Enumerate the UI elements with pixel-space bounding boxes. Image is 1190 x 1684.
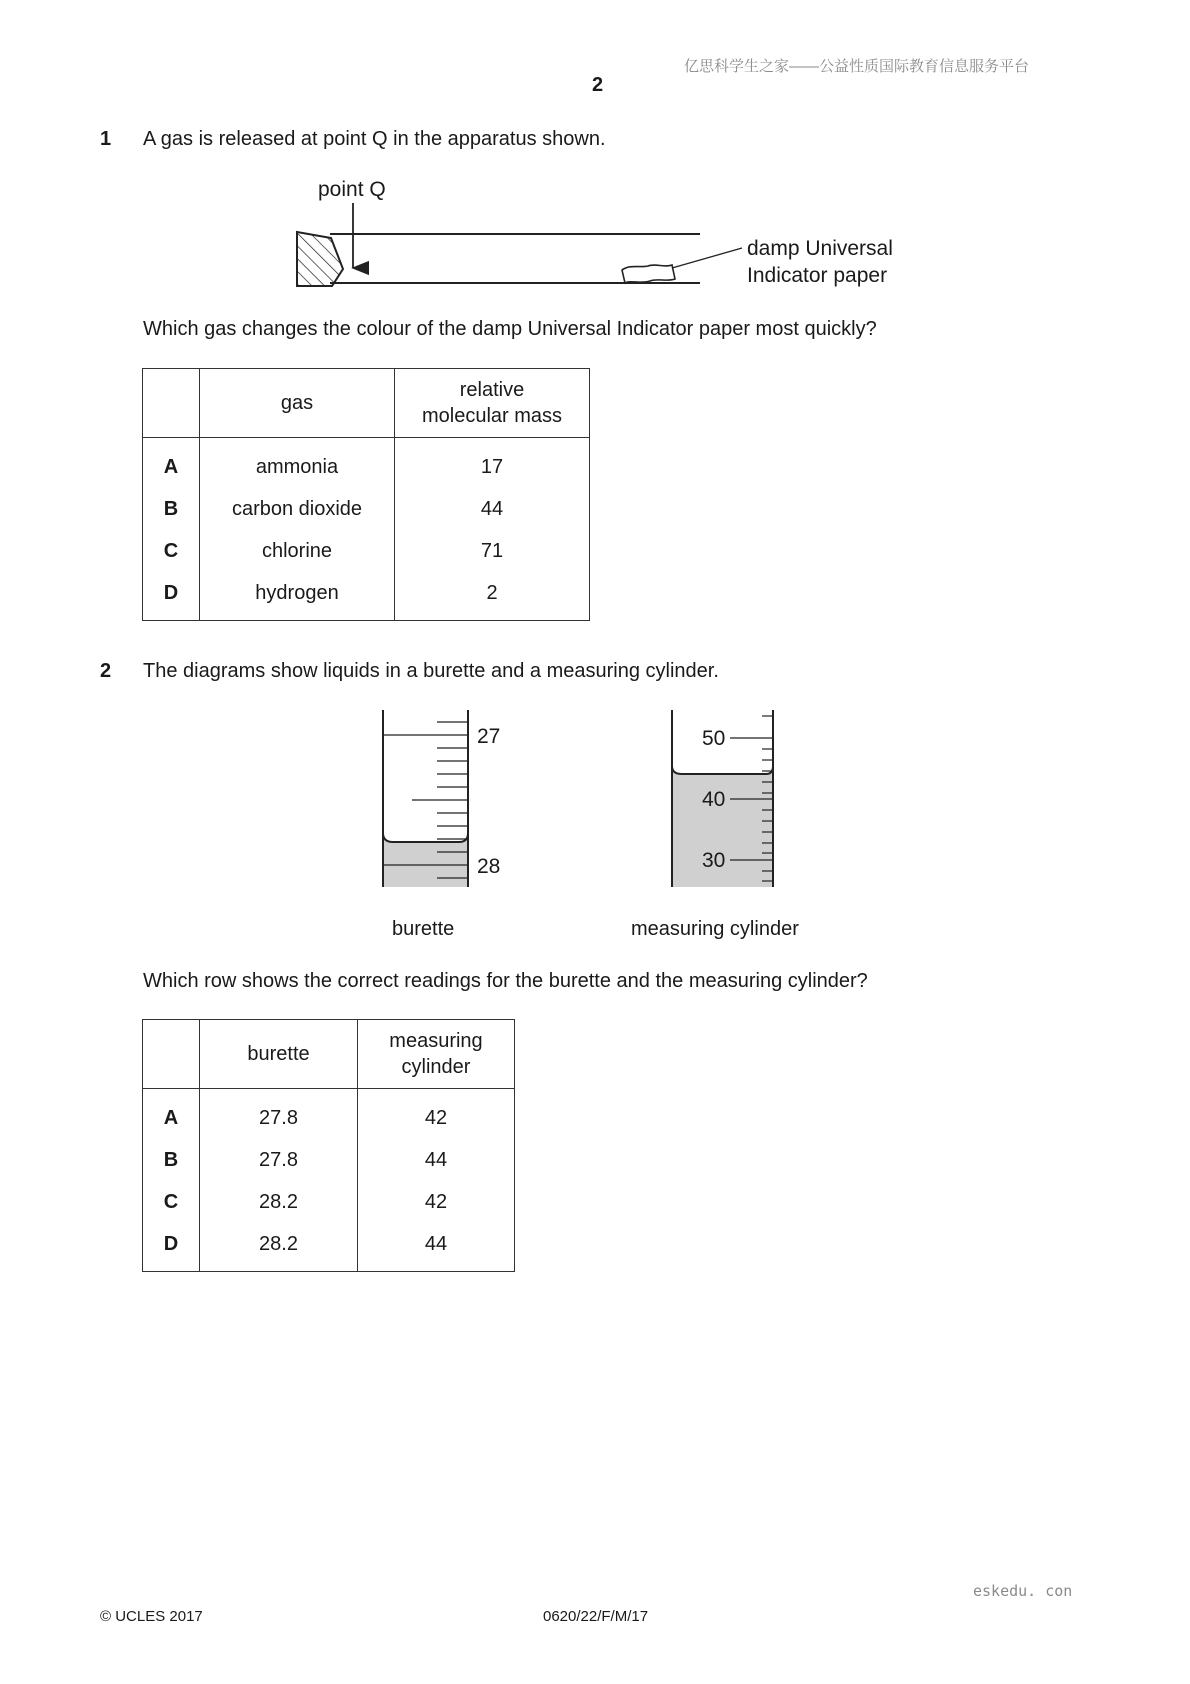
stopper — [297, 232, 343, 286]
burette-reading-cell: 28.2 — [200, 1223, 358, 1272]
gas-cell: hydrogen — [200, 572, 395, 621]
paper-label-line1: damp Universal — [747, 237, 893, 260]
question-1-prompt: Which gas changes the colour of the damp Universal Indicator paper most quickly? — [143, 318, 877, 340]
table-header-row — [143, 1020, 515, 1089]
cylinder-reading-cell: 42 — [358, 1089, 515, 1140]
paper-code: 0620/22/F/M/17 — [543, 1608, 649, 1625]
paper-label-line2: Indicator paper — [747, 264, 888, 287]
option-letter: C — [143, 1181, 200, 1223]
cylinder-caption: measuring cylinder — [631, 918, 799, 940]
page-number: 2 — [592, 74, 604, 96]
indicator-paper — [622, 265, 675, 283]
point-q-label: point Q — [318, 178, 386, 201]
watermark-text: 亿思科学生之家——公益性质国际教育信息服务平台 — [684, 58, 1030, 75]
table-row — [143, 1139, 515, 1181]
question-1-options-table — [142, 368, 590, 621]
header-burette: burette — [200, 1020, 358, 1089]
cylinder-label-50: 50 — [702, 727, 726, 750]
mass-cell: 17 — [395, 438, 590, 489]
question-2-prompt: Which row shows the correct readings for the burette and the measuring cylinder? — [143, 970, 868, 992]
table-row — [143, 488, 590, 530]
mass-cell: 44 — [395, 488, 590, 530]
cylinder-reading-cell: 44 — [358, 1139, 515, 1181]
burette-caption: burette — [392, 918, 455, 940]
burette — [383, 710, 500, 887]
mass-cell: 2 — [395, 572, 590, 621]
cylinder-label-40: 40 — [702, 788, 726, 811]
burette-reading-cell: 27.8 — [200, 1089, 358, 1140]
table-row — [143, 572, 590, 621]
option-letter: A — [143, 438, 200, 489]
table-row — [143, 530, 590, 572]
header-gas: gas — [200, 369, 395, 438]
site-watermark: eskedu. con — [973, 1582, 1073, 1600]
option-letter: D — [143, 1223, 200, 1272]
copyright-text: © UCLES 2017 — [100, 1608, 203, 1625]
question-2-number: 2 — [100, 660, 112, 682]
question-2-options-table — [142, 1019, 515, 1272]
option-letter: B — [143, 1139, 200, 1181]
gas-cell: chlorine — [200, 530, 395, 572]
option-letter: D — [143, 572, 200, 621]
mass-cell: 71 — [395, 530, 590, 572]
question-2-stem: The diagrams show liquids in a burette and a measuring cylinder. — [143, 660, 719, 682]
burette-meniscus — [383, 833, 468, 842]
burette-and-cylinder-diagram — [370, 700, 790, 900]
burette-reading-cell: 27.8 — [200, 1139, 358, 1181]
table-row — [143, 1181, 515, 1223]
table-row — [143, 1223, 515, 1272]
burette-label-27: 27 — [477, 725, 501, 748]
gas-diffusion-diagram — [280, 170, 920, 300]
header-empty — [143, 1020, 200, 1089]
burette-label-28: 28 — [477, 855, 501, 878]
table-row — [143, 438, 590, 489]
gas-cell: ammonia — [200, 438, 395, 489]
cylinder-reading-cell: 42 — [358, 1181, 515, 1223]
header-measuring-cylinder: measuring cylinder — [358, 1020, 515, 1089]
option-letter: C — [143, 530, 200, 572]
cylinder-reading-cell: 44 — [358, 1223, 515, 1272]
question-1-stem: A gas is released at point Q in the apparatus shown. — [143, 128, 606, 150]
table-header-row — [143, 369, 590, 438]
header-empty — [143, 369, 200, 438]
paper-leader-line — [672, 248, 742, 268]
option-letter: B — [143, 488, 200, 530]
question-1-number: 1 — [100, 128, 112, 150]
measuring-cylinder — [672, 710, 773, 887]
gas-cell: carbon dioxide — [200, 488, 395, 530]
cylinder-meniscus — [672, 766, 773, 774]
burette-reading-cell: 28.2 — [200, 1181, 358, 1223]
table-row — [143, 1089, 515, 1140]
option-letter: A — [143, 1089, 200, 1140]
cylinder-label-30: 30 — [702, 849, 726, 872]
header-relative-molecular-mass: relative molecular mass — [395, 369, 590, 438]
